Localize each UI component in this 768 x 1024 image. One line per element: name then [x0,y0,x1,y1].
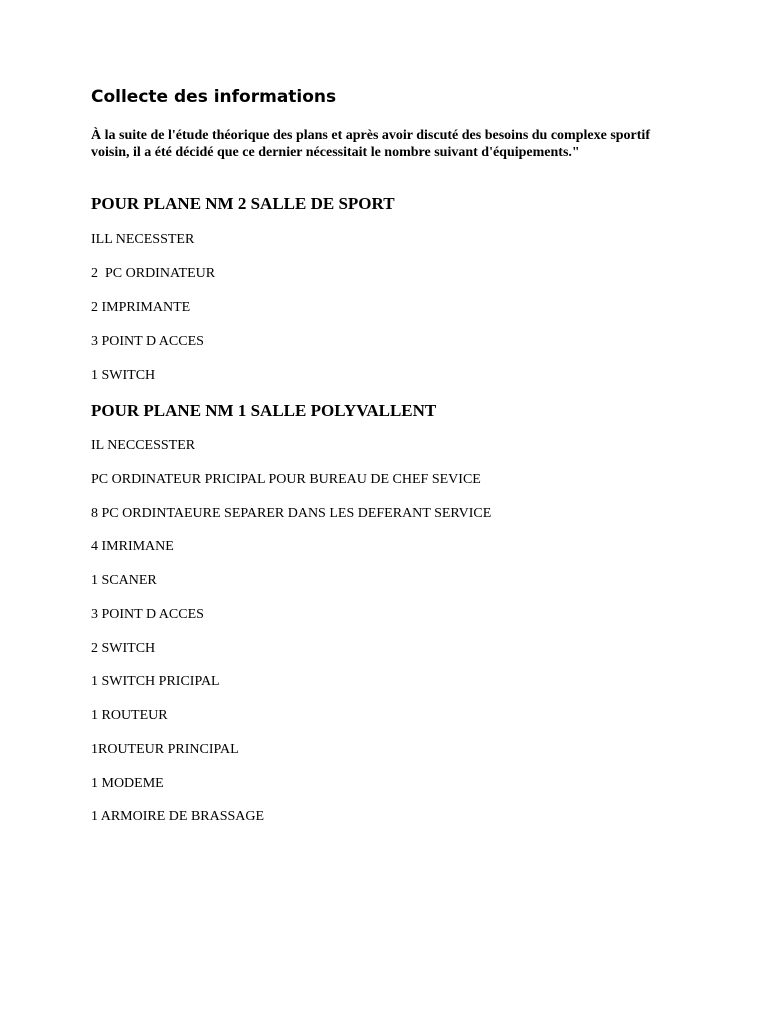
poly-line-12: 1 ARMOIRE DE BRASSAGE [91,809,265,824]
poly-line-7: 2 SWITCH [91,641,156,656]
sport-line-4: 3 POINT D ACCES [91,334,204,349]
sport-line-2: 2 PC ORDINATEUR [91,266,216,281]
poly-line-5: 1 SCANER [91,573,157,588]
intro-paragraph: À la suite de l'étude théorique des plans et après avoir discuté des besoins du complexe sportif voisin, il a été décidé que ce dernier nécessitait le nombre suivant d'équipements." [91,128,650,160]
poly-line-9: 1 ROUTEUR [91,708,168,723]
poly-line-11: 1 MODEME [91,776,164,791]
sport-line-5: 1 SWITCH [91,368,156,383]
poly-line-6: 3 POINT D ACCES [91,607,204,622]
poly-line-10: 1ROUTEUR PRINCIPAL [91,742,239,757]
poly-line-4: 4 IMRIMANE [91,539,174,554]
poly-line-3: 8 PC ORDINTAEURE SEPARER DANS LES DEFERANT SERVICE [91,506,492,521]
sport-line-3: 2 IMPRIMANTE [91,300,191,315]
sport-line-1: ILL NECESSTER [91,232,195,247]
poly-line-1: IL NECCESSTER [91,438,196,453]
document-heading: Collecte des informations [91,87,337,107]
poly-line-8: 1 SWITCH PRICIPAL [91,674,220,689]
section-title-polyvalent: POUR PLANE NM 1 SALLE POLYVALLENT [91,401,437,420]
poly-line-2: PC ORDINATEUR PRICIPAL POUR BUREAU DE CHEF SEVICE [91,472,481,487]
section-title-sport: POUR PLANE NM 2 SALLE DE SPORT [91,194,395,213]
